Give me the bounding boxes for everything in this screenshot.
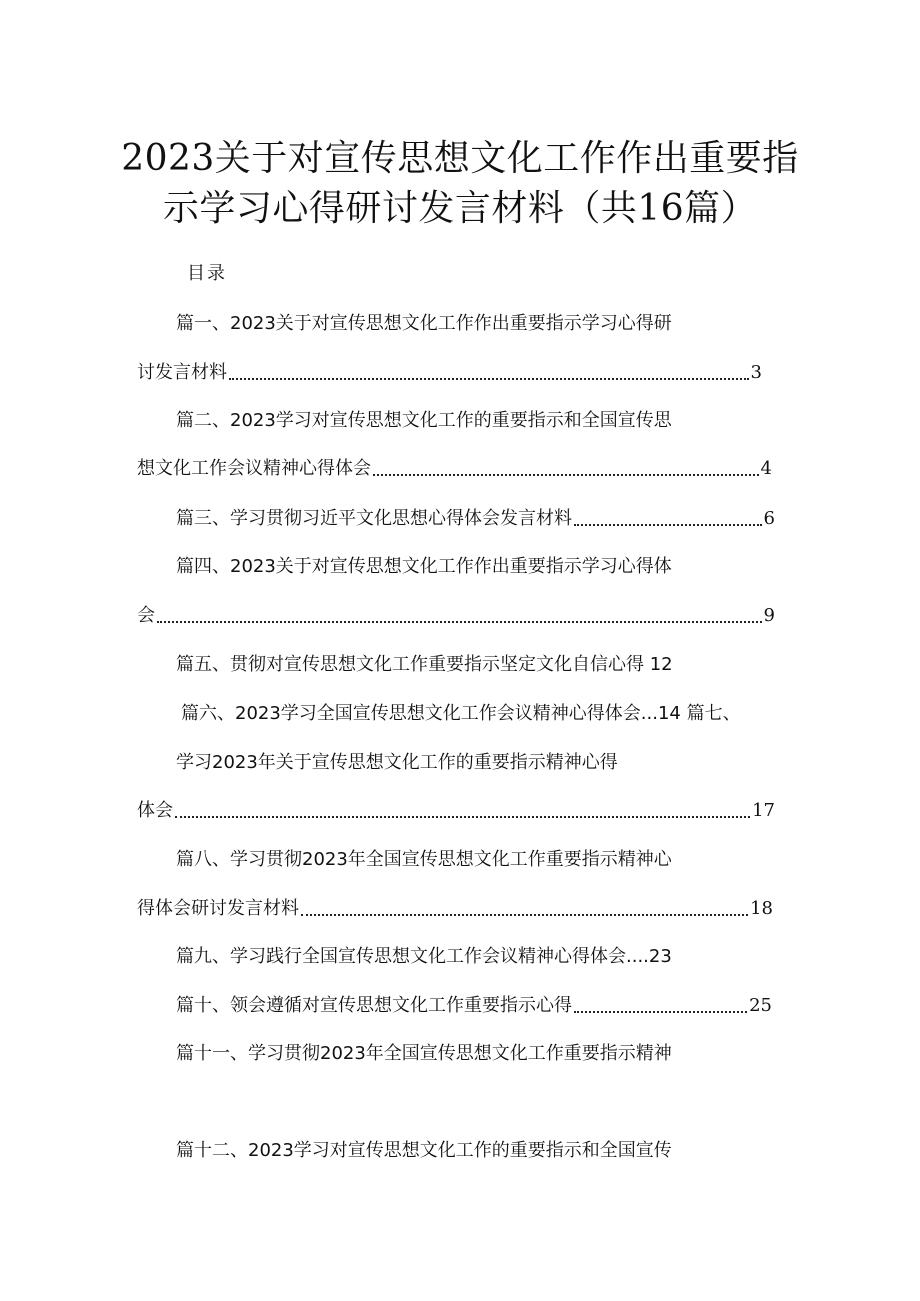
toc-entry-text: 篇十二、2023学习对宣传思想文化工作的重要指示和全国宣传: [176, 1140, 672, 1161]
toc-entry-4-line-2[interactable]: [137, 604, 775, 628]
toc-entry-1-line-2[interactable]: [137, 361, 762, 385]
toc-entry-12[interactable]: [176, 1139, 672, 1163]
toc-entry-text: 篇九、学习践行全国宣传思想文化工作会议精神心得体会....23: [176, 946, 672, 967]
toc-entry-text: 篇三、学习贯彻习近平文化思想心得体会发言材料: [176, 508, 572, 529]
dot-leader: [229, 377, 749, 380]
toc-entry-8-line-2[interactable]: [137, 897, 773, 921]
toc-entry-text: 得体会研讨发言材料: [137, 898, 299, 919]
toc-entry-text: 篇五、贯彻对宣传思想文化工作重要指示坚定文化自信心得 12: [176, 654, 673, 675]
toc-entry-text: 讨发言材料: [137, 362, 227, 383]
toc-page-number: 18: [750, 898, 773, 919]
toc-entry-10[interactable]: [176, 994, 772, 1018]
dot-leader: [373, 473, 759, 476]
toc-entry-7-line-2[interactable]: [137, 799, 775, 823]
dot-leader: [157, 620, 762, 623]
toc-entry-text: 篇四、2023关于对宣传思想文化工作作出重要指示学习心得体: [176, 556, 672, 577]
dot-leader: [574, 1010, 747, 1013]
document-title-line-2: 示学习心得研讨发言材料（共16篇）: [162, 188, 758, 229]
toc-entry-text: 篇十、领会遵循对宣传思想文化工作重要指示心得: [176, 995, 572, 1016]
toc-page-number: 17: [752, 800, 775, 821]
dot-leader: [175, 815, 750, 818]
dot-leader: [574, 523, 762, 526]
toc-page-number: 4: [760, 458, 772, 479]
toc-page-number: 6: [763, 508, 775, 529]
dot-leader: [301, 913, 748, 916]
toc-entry-7-line-1[interactable]: [176, 751, 618, 775]
toc-entry-6[interactable]: [181, 702, 741, 726]
toc-entry-text: 篇十一、学习贯彻2023年全国宣传思想文化工作重要指示精神: [176, 1043, 672, 1064]
toc-entry-text: 体会: [137, 800, 173, 821]
toc-entry-text: 篇二、2023学习对宣传思想文化工作的重要指示和全国宣传思: [176, 410, 672, 431]
toc-heading: 目录: [187, 263, 227, 284]
toc-page-number: 3: [750, 362, 762, 383]
toc-entry-2-line-2[interactable]: [137, 457, 772, 481]
toc-entry-3[interactable]: [176, 507, 775, 531]
toc-entry-4-line-1[interactable]: [176, 555, 672, 579]
toc-entry-text: 篇八、学习贯彻2023年全国宣传思想文化工作重要指示精神心: [176, 849, 672, 870]
toc-entry-11[interactable]: [176, 1042, 672, 1066]
toc-entry-text: 篇一、2023关于对宣传思想文化工作作出重要指示学习心得研: [176, 313, 672, 334]
toc-entry-8-line-1[interactable]: [176, 848, 672, 872]
toc-entry-text: 学习2023年关于宣传思想文化工作的重要指示精神心得: [176, 752, 618, 773]
toc-entry-2-line-1[interactable]: [176, 409, 672, 433]
document-title: [0, 134, 920, 234]
toc-entry-text: 篇六、2023学习全国宣传思想文化工作会议精神心得体会...14 篇七、: [181, 703, 741, 724]
toc-page-number: 9: [763, 605, 775, 626]
toc-page-number: 25: [749, 995, 772, 1016]
toc-entry-5[interactable]: [176, 653, 673, 677]
toc-entry-text: 会: [137, 605, 155, 626]
toc-entry-1-line-1[interactable]: [176, 312, 672, 336]
toc-entry-9[interactable]: [176, 945, 672, 969]
document-title-line-1: 2023关于对宣传思想文化工作作出重要指: [121, 138, 799, 179]
toc-entry-text: 想文化工作会议精神心得体会: [137, 458, 371, 479]
